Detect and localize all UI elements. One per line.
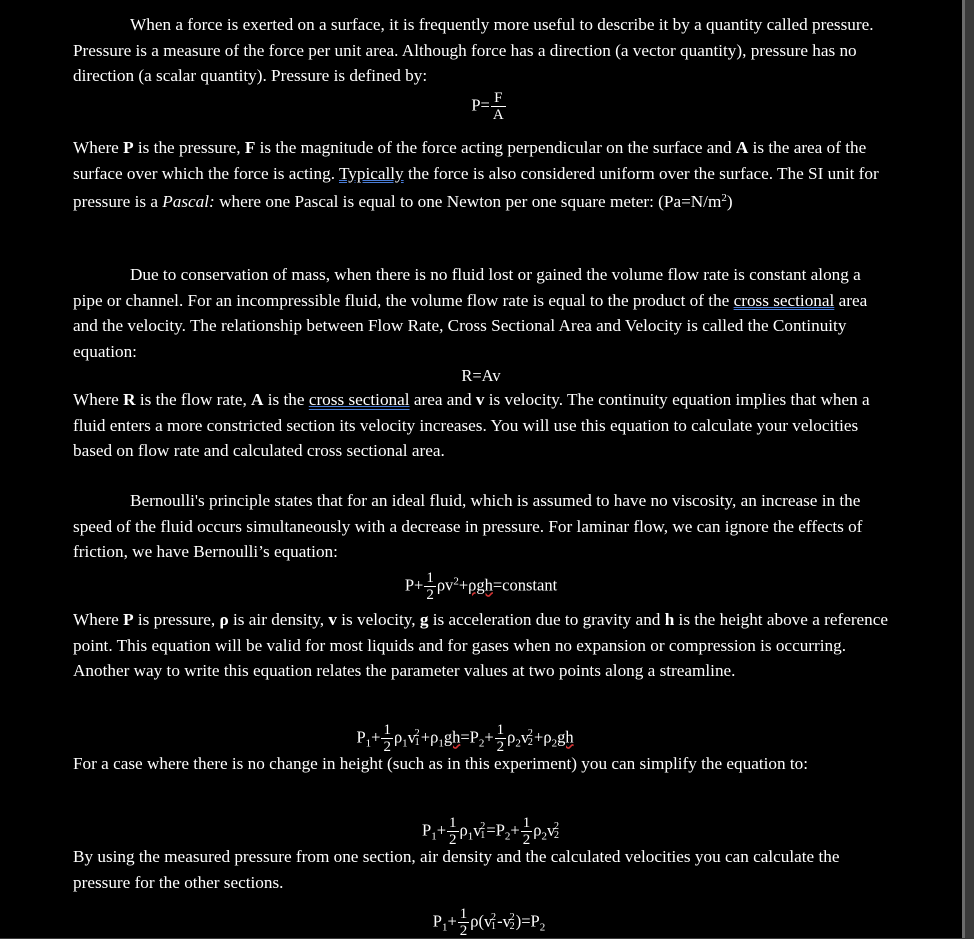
spelling-flag[interactable]: ρgh: [468, 575, 493, 595]
eq-lhs: P=: [471, 95, 490, 115]
grammar-flag[interactable]: Typically: [338, 163, 404, 183]
continuity-equation: R=Av: [461, 366, 501, 385]
simplified-equation: $P_1+$ $\frac{1}{2}$ $\rho_1$ v 2 1 $=P_2+$ $\frac{1}{2}$ $\rho_2$ v 2 2: [422, 815, 559, 848]
calculation-paragraph: By using the measured pressure from one section, air density and the calculated velocities you can calculate the pressure for the other sections.: [73, 847, 840, 892]
pressure-paragraph: When a force is exerted on a surface, it is frequently more useful to describe it by a quantity called pressure. Pressure is a measure of the force per unit area. Although force has a direction (a vector quantity), pressure has no direction (a scalar quantity). Pressure is defined by:: [73, 15, 874, 85]
spelling-flag[interactable]: gh: [443, 727, 461, 747]
bernoulli-paragraph: Bernoulli's principle states that for an ideal fluid, which is assumed to have no viscosity, an increase in the speed of the fluid occurs simultaneously with a decrease in pressure. For laminar flow, we can ignore the effects of friction, we have Bernoulli’s equation:: [73, 491, 863, 561]
pressure-calculation-equation: $P_1+$ $\frac{1}{2}$ ρ( v 2 1 - v 2 2 )$=P_2$: [432, 906, 546, 939]
pressure-definition-paragraph: Where P is the pressure, F is the magnitude of the force acting perpendicular on the surface and A is the area of the surface over which the force is acting. Typically the force is also considered uniform over the surface. The SI unit for pressure is a Pascal: where one Pascal is equal to one Newton per one square meter: $(Pa=N/m^2)$: [73, 138, 879, 211]
grammar-flag[interactable]: cross sectional: [308, 390, 410, 409]
simplification-paragraph: For a case where there is no change in height (such as in this experiment) you can simplify the equation to:: [73, 754, 809, 773]
bernoulli-equation: P+ $\frac{1}{2}$ $\rho v^2+\rho gh=constant$: [404, 570, 558, 603]
page-edge: [962, 0, 965, 938]
bernoulli-terms-paragraph: Where P is pressure, ρ is air density, v is velocity, g is acceleration due to gravity and h is the height above a reference point. This equation will be valid for most liquids and for gases when no expansion or compression is occurring. Another way to write this equation relates the parameter values at two points along a streamline.: [73, 610, 889, 680]
bernoulli-two-point-equation: $P_1+$ $\frac{1}{2}$ $\rho_1$ v 2 1 $+\rho_1gh=P_2+$ $\frac{1}{2}$ $\rho_2$ v 2 2 $+\rho_2gh$: [356, 722, 574, 755]
spelling-flag[interactable]: gh: [557, 727, 574, 747]
flow-rate-paragraph: Where R is the flow rate, A is the cross sectional area and v is velocity. The continuity equation implies that when a fluid enters a more constricted section its velocity increases. You will use this equation to calculate your velocities based on flow rate and calculated cross sectional area.: [73, 390, 870, 460]
eq-fraction: $\frac{F}{A}$: [492, 90, 504, 123]
grammar-flag[interactable]: cross sectional: [733, 290, 835, 310]
pressure-equation: [0, 90, 962, 123]
continuity-paragraph: Due to conservation of mass, when there is no fluid lost or gained the volume flow rate is constant along a pipe or channel. For an incompressible fluid, the volume flow rate is equal to the product of the cross sectional area and the velocity. The relationship between Flow Rate, Cross Sectional Area and Velocity is called the Continuity equation:: [73, 265, 868, 361]
